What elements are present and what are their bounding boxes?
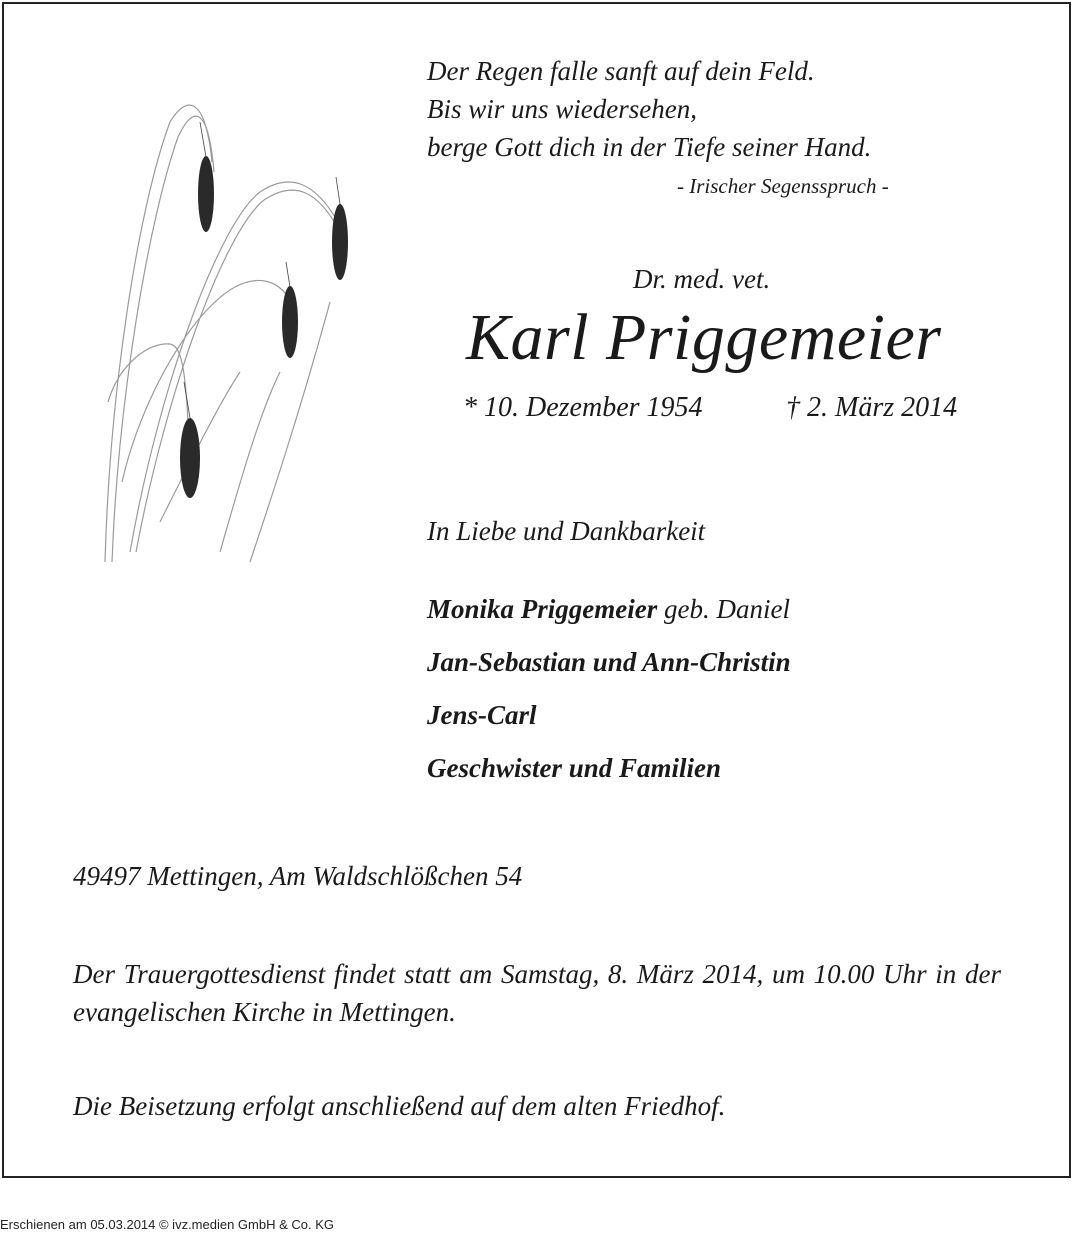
verse-line: Der Regen falle sanft auf dein Feld. [427,56,815,86]
birth-date: * 10. Dezember 1954 [463,392,703,423]
mourner-entry [427,594,790,625]
deceased-name: Karl Priggemeier [466,301,942,374]
mourners-intro: In Liebe und Dankbarkeit [427,516,706,546]
verse-line: Bis wir uns wiedersehen, [427,94,697,124]
mourner-note: geb. Daniel [657,594,790,624]
mourner-entry [427,753,721,784]
family-address: 49497 Mettingen, Am Waldschlößchen 54 [73,861,523,891]
burial-notice: Die Beisetzung erfolgt anschließend auf dem alten Friedhof. [73,1091,726,1121]
service-notice: Der Trauergottesdienst findet statt am Samstag, 8. März 2014, um 10.00 Uhr in der evangelischen Kirche in Mettingen. [73,959,1001,1027]
mourner-name: Jan-Sebastian und Ann-Christin [427,647,791,677]
mourner-entry [427,700,537,731]
mourner-name: Monika Priggemeier [427,594,658,624]
blessing-verse [427,52,871,166]
verse-line: berge Gott dich in der Tiefe seiner Hand. [427,132,872,162]
academic-title: Dr. med. vet. [633,264,771,294]
death-date: † 2. März 2014 [786,392,958,423]
verse-source: - Irischer Segensspruch - [677,174,889,198]
wheat-ears-icon [100,82,370,568]
mourner-name: Jens-Carl [427,700,537,730]
mourner-entry [427,647,791,678]
publication-footer: Erschienen am 05.03.2014 © ivz.medien GmbH & Co. KG [0,1217,335,1232]
mourner-name: Geschwister und Familien [427,753,722,783]
